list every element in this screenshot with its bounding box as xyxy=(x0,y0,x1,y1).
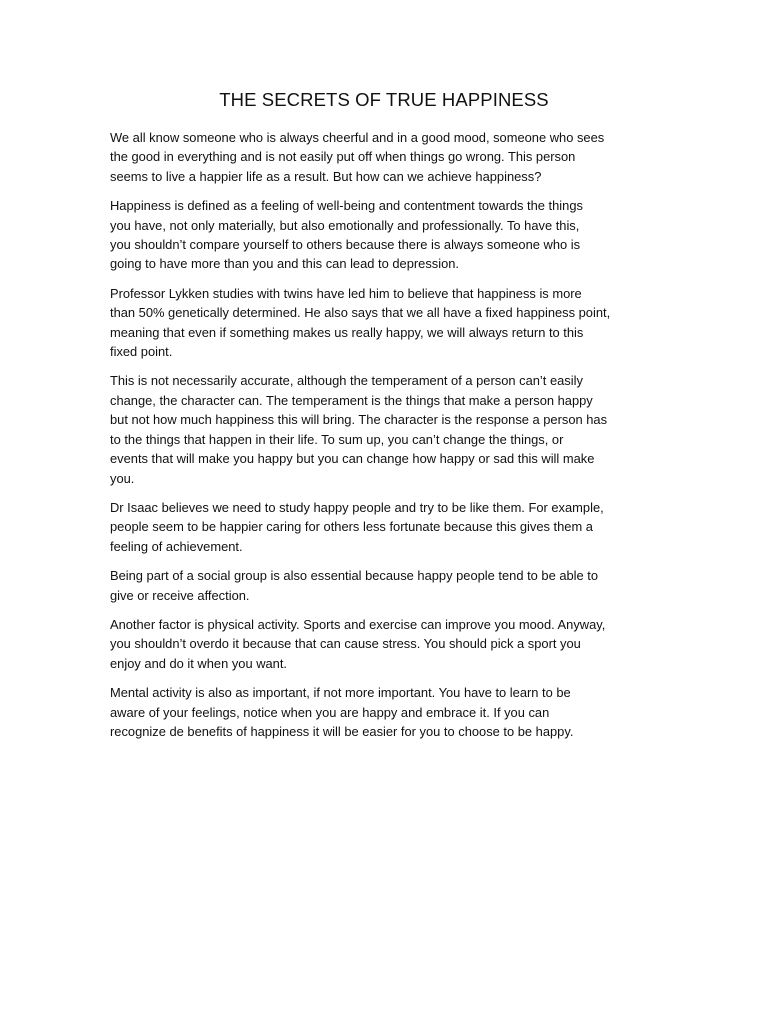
paragraph-line: but not how much happiness this will bring. The character is the response a person has xyxy=(110,412,608,428)
paragraph-line: people seem to be happier caring for others less fortunate because this gives them a xyxy=(110,519,593,535)
paragraph-line: you shouldn’t compare yourself to others because there is always someone who is xyxy=(110,237,581,253)
paragraph-line: change, the character can. The temperament is the things that make a person happy xyxy=(110,392,593,408)
paragraph-line: than 50% genetically determined. He also says that we all have a fixed happiness point, xyxy=(110,305,611,321)
paragraph-line: Mental activity is also as important, if not more important. You have to learn to be xyxy=(110,685,571,701)
paragraph-line: feeling of achievement. xyxy=(110,538,243,554)
paragraph-line: This is not necessarily accurate, although the temperament of a person can’t easily xyxy=(110,373,583,389)
paragraph-1 xyxy=(110,128,658,186)
paragraph-line: you. xyxy=(110,470,135,486)
paragraph-line: to the things that happen in their life. To sum up, you can’t change the things, or xyxy=(110,431,564,447)
paragraph-line: give or receive affection. xyxy=(110,587,250,603)
paragraph-line: Professor Lykken studies with twins have led him to believe that happiness is more xyxy=(110,285,582,301)
paragraph-line: recognize de benefits of happiness it will be easier for you to choose to be happy. xyxy=(110,723,574,739)
paragraph-3 xyxy=(110,284,658,362)
paragraph-line: Dr Isaac believes we need to study happy people and try to be like them. For example, xyxy=(110,499,604,515)
paragraph-line: the good in everything and is not easily put off when things go wrong. This person xyxy=(110,149,576,165)
paragraph-8 xyxy=(110,683,658,741)
document-title: THE SECRETS OF TRUE HAPPINESS xyxy=(219,89,549,110)
paragraph-line: Being part of a social group is also essential because happy people tend to be able to xyxy=(110,568,599,584)
paragraph-line: seems to live a happier life as a result. But how can we achieve happiness? xyxy=(110,168,542,184)
paragraph-7 xyxy=(110,615,658,673)
paragraph-line: going to have more than you and this can lead to depression. xyxy=(110,256,459,272)
paragraph-5 xyxy=(110,498,658,556)
paragraph-line: events that will make you happy but you can change how happy or sad this will make xyxy=(110,451,595,467)
paragraph-4 xyxy=(110,371,658,487)
paragraph-line: Another factor is physical activity. Sports and exercise can improve you mood. Anyway, xyxy=(110,616,606,632)
paragraph-line: Happiness is defined as a feeling of well-being and contentment towards the things xyxy=(110,198,583,214)
paragraph-line: you shouldn’t overdo it because that can cause stress. You should pick a sport you xyxy=(110,636,581,652)
paragraph-2 xyxy=(110,196,658,274)
paragraph-line: you have, not only materially, but also emotionally and professionally. To have this, xyxy=(110,217,580,233)
document-body xyxy=(110,88,658,751)
paragraph-line: fixed point. xyxy=(110,344,173,360)
paragraph-line: enjoy and do it when you want. xyxy=(110,655,288,671)
paragraph-line: aware of your feelings, notice when you are happy and embrace it. If you can xyxy=(110,704,550,720)
paragraph-6 xyxy=(110,566,658,605)
paragraph-line: meaning that even if something makes us really happy, we will always return to this xyxy=(110,324,584,340)
paragraph-line: We all know someone who is always cheerful and in a good mood, someone who sees xyxy=(110,130,605,145)
